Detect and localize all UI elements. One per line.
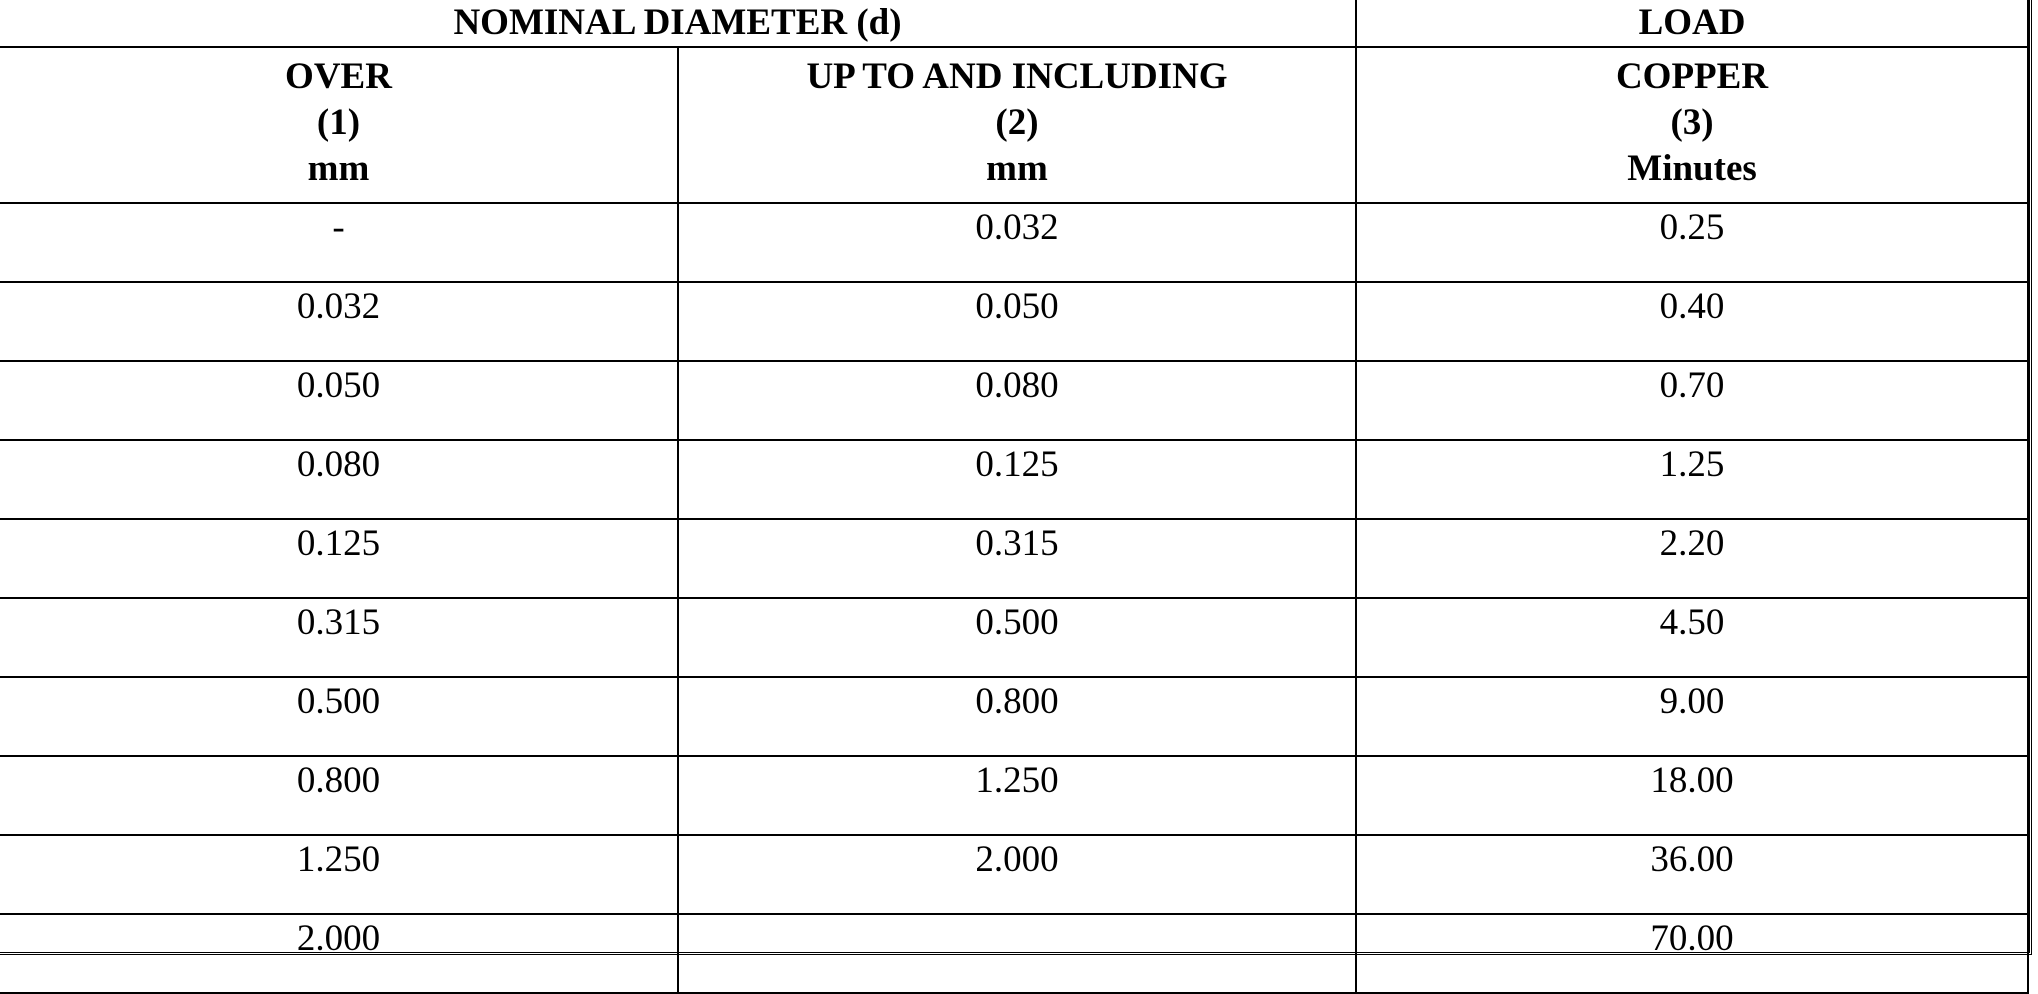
cell-up-to: 2.000: [678, 835, 1356, 914]
column-number: (2): [995, 102, 1039, 143]
cell-copper-load: 70.00: [1356, 914, 2028, 993]
cell-up-to: 1.250: [678, 756, 1356, 835]
cell-up-to: 0.500: [678, 598, 1356, 677]
cell-copper-load: 1.25: [1356, 440, 2028, 519]
cell-up-to: [678, 914, 1356, 993]
table-row: [0, 440, 2028, 519]
table-row: [0, 756, 2028, 835]
cell-over: 0.125: [0, 519, 678, 598]
cell-over: 0.800: [0, 756, 678, 835]
cell-copper-load: 0.25: [1356, 203, 2028, 282]
column-unit: mm: [307, 148, 370, 189]
cell-copper-load: 0.70: [1356, 361, 2028, 440]
table-row: [0, 203, 2028, 282]
column-unit: Minutes: [1627, 148, 1757, 189]
column-title: COPPER: [1615, 56, 1769, 97]
column-title: UP TO AND INCLUDING: [806, 56, 1228, 97]
group-header-row: [0, 0, 2028, 47]
cell-copper-load: 0.40: [1356, 282, 2028, 361]
cell-over: 0.315: [0, 598, 678, 677]
cell-up-to: 0.080: [678, 361, 1356, 440]
cell-over: 2.000: [0, 914, 678, 993]
load-header: LOAD: [1356, 0, 2028, 47]
cell-up-to: 0.315: [678, 519, 1356, 598]
cell-copper-load: 18.00: [1356, 756, 2028, 835]
column-header-row: [0, 47, 2028, 203]
cell-copper-load: 36.00: [1356, 835, 2028, 914]
cell-copper-load: 9.00: [1356, 677, 2028, 756]
table-row: [0, 361, 2028, 440]
table-row: [0, 677, 2028, 756]
cell-up-to: 0.032: [678, 203, 1356, 282]
cell-up-to: 0.050: [678, 282, 1356, 361]
column-number: (1): [316, 102, 361, 143]
table-row: [0, 282, 2028, 361]
column-header-copper: [1356, 47, 2028, 203]
table-row: [0, 914, 2028, 993]
column-title: OVER: [285, 56, 392, 97]
nominal-diameter-header: NOMINAL DIAMETER (d): [0, 0, 1356, 47]
column-number: (3): [1670, 102, 1714, 143]
table-row: [0, 519, 2028, 598]
cell-over: 0.500: [0, 677, 678, 756]
table-row: [0, 835, 2028, 914]
cell-over: -: [0, 203, 678, 282]
column-header-over: [0, 47, 678, 203]
cell-over: 0.050: [0, 361, 678, 440]
cell-over: 1.250: [0, 835, 678, 914]
cell-over: 0.032: [0, 282, 678, 361]
table-row: [0, 598, 2028, 677]
cell-copper-load: 2.20: [1356, 519, 2028, 598]
column-header-up-to: [678, 47, 1356, 203]
cell-over: 0.080: [0, 440, 678, 519]
cell-up-to: 0.800: [678, 677, 1356, 756]
cell-up-to: 0.125: [678, 440, 1356, 519]
cell-copper-load: 4.50: [1356, 598, 2028, 677]
column-unit: mm: [986, 148, 1048, 189]
